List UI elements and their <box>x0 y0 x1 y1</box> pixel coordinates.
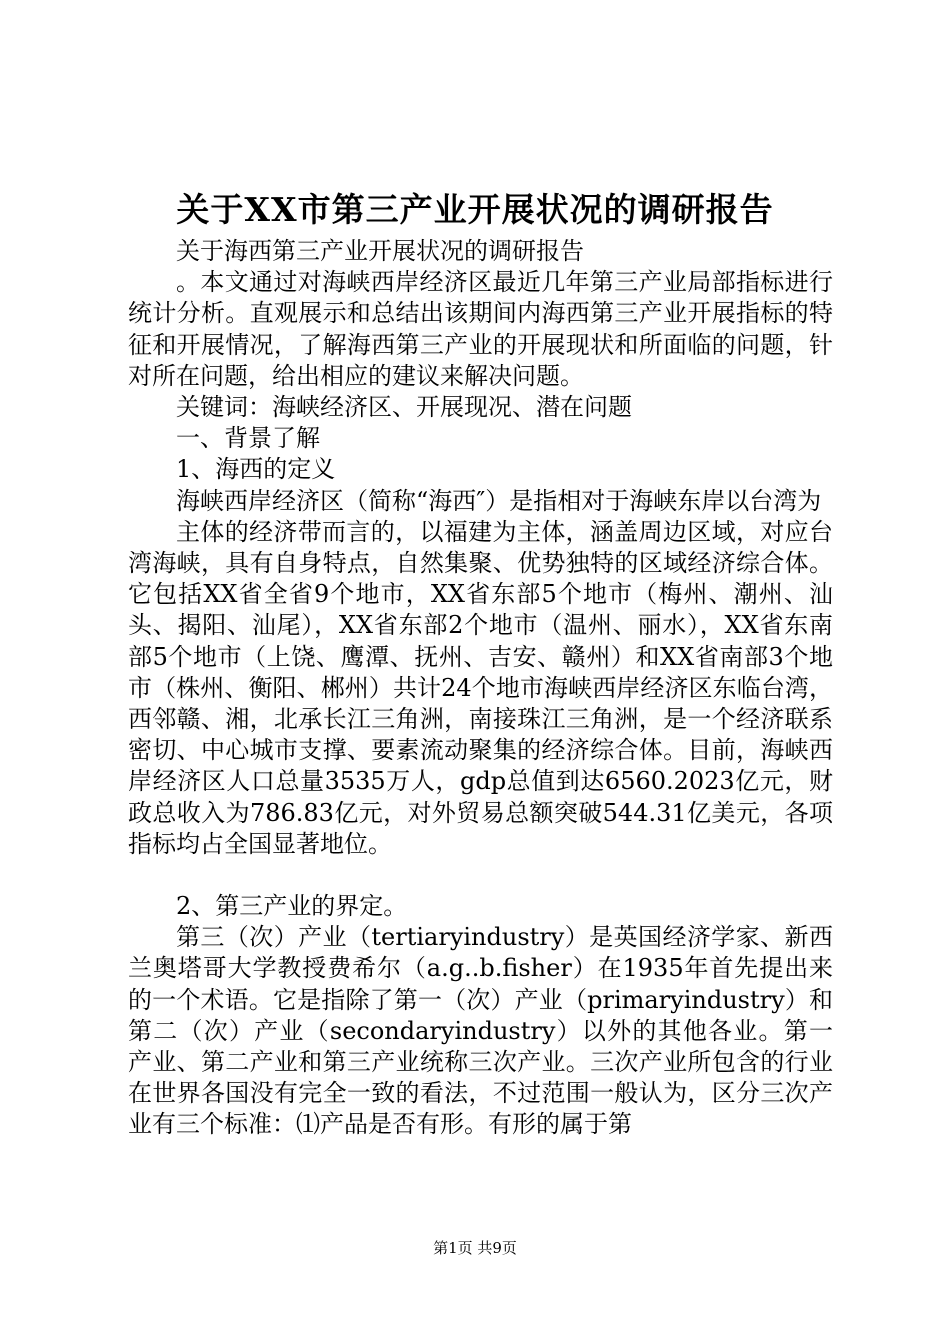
document-title: 关于XX市第三产业开展状况的调研报告 <box>176 190 774 229</box>
page-footer: 第1页 共9页 <box>433 1239 517 1257</box>
keywords-paragraph: 关键词：海峡经济区、开展现况、潜在问题 <box>176 393 632 422</box>
scope-paragraph: 主体的经济带而言的，以福建为主体，涵盖周边区域，对应台湾海峡，具有自身特点，自然集聚、优势独特的区域经济综合体。它包括XX省全省9个地市，XX省东部5个地市（梅州、潮州、汕头、揭阳、汕尾），XX省东部2个地市（温州、丽水），XX省东南部5个地市（上饶、鹰潭、抚州、吉安、赣州）和XX省南部3个地市（株州、衡阳、郴州）共计24个地市海峡西岸经济区东临台湾，西邻赣、湘，北承长江三角洲，南接珠江三角洲，是一个经济联系密切、中心城市支撑、要素流动聚集的经济综合体。目前，海峡西岸经济区人口总量3535万人，gdp总值到达6560.2023亿元，财政总收入为786.83亿元，对外贸易总额突破544.31亿美元，各项指标均占全国显著地位。 <box>128 517 833 858</box>
document-body <box>128 236 833 1141</box>
definition-paragraph: 海峡西岸经济区（简称“海西″）是指相对于海峡东岸以台湾为 <box>176 486 822 515</box>
subsection-heading-definition: 1、海西的定义 <box>176 455 336 484</box>
subtitle-paragraph: 关于海西第三产业开展状况的调研报告 <box>176 237 584 265</box>
tertiary-industry-paragraph: 第三（次）产业（tertiaryindustry）是英国经济学家、新西兰奥塔哥大学教授费希尔（a.g..b.fisher）在1935年首先提出来的一个术语。它是指除了第一（次）产业（primaryindustry）和第二（次）产业（secondaryindustry）以外的其他各业。第一产业、第二产业和第三产业统称三次产业。三次产业所包含的行业在世界各国没有完全一致的看法，不过范围一般认为，区分三次产业有三个标准：⑴产品是否有形。有形的属于第 <box>128 923 833 1139</box>
paragraph-spacer <box>128 860 833 891</box>
abstract-paragraph: 。本文通过对海峡西岸经济区最近几年第三产业局部指标进行统计分析。直观展示和总结出该期间内海西第三产业开展指标的特征和开展情况，了解海西第三产业的开展现状和所面临的问题，针对所在问题，给出相应的建议来解决问题。 <box>128 268 833 390</box>
subsection-heading-tertiary: 2、第三产业的界定。 <box>176 892 408 921</box>
section-heading-background: 一、背景了解 <box>176 424 320 453</box>
